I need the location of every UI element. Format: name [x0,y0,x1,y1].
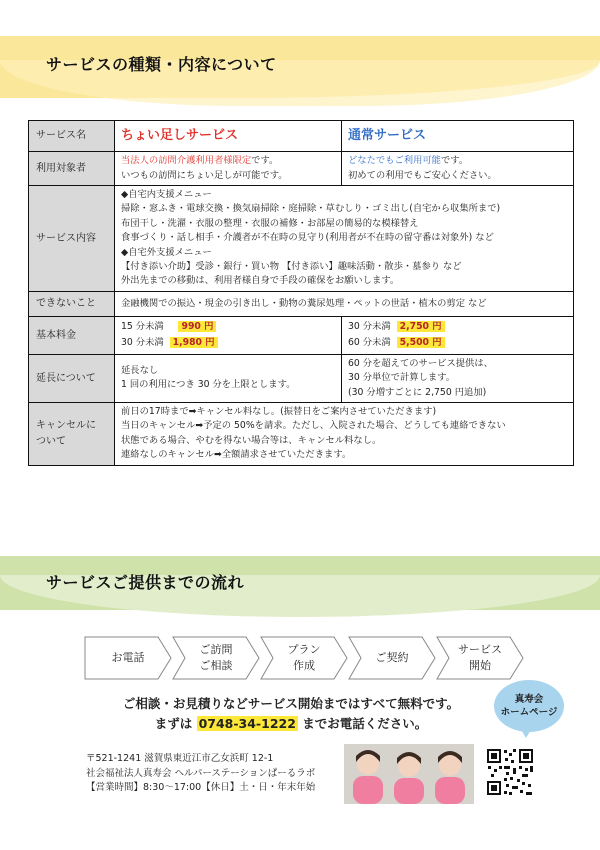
fee-line: 30 分未満 1,980 円 [121,335,335,351]
flow-step-contract: ご契約 [348,636,436,680]
cancel-policy [115,402,574,465]
table-row [29,354,574,402]
row-label-users: 利用対象者 [29,152,115,186]
section-title-services: サービスの種類・内容について [46,55,277,74]
table-row [29,152,574,186]
list-item: 外出先までの移動は、利用者様自身で手段の確保をお願いします。 [121,275,400,287]
users-choi: 当法人の訪問介護利用者様限定です。 いつもの訪問にちょい足しが可能です。 [115,152,342,186]
table-row [29,185,574,291]
table-row [29,121,574,152]
list-item: ◆自宅外支援メニュー [121,246,212,258]
service-content-list [115,185,574,291]
service-name-normal: 通常サービス [342,121,574,152]
fee-line: 30 分未満 2,750 円 [348,319,567,335]
footer-address: 〒521-1241 滋賀県東近江市乙女浜町 12-1 社会福祉法人真寿会 ヘルパーステーションぱーるラボ 【営業時間】8:30～17:00【休日】土・日・年末年始 [86,753,316,794]
staff-photo [344,744,474,804]
phone-number[interactable]: 0748-34-1222 [198,716,296,731]
section-title-flow: サービスご提供までの流れ [46,573,245,592]
row-label-fee: 基本料金 [29,317,115,355]
row-label-extension: 延長について [29,354,115,402]
flow-steps [84,636,524,680]
staff-photo-illustration [344,744,474,804]
row-label-service-name: サービス名 [29,121,115,152]
row-label-cannot: できないこと [29,291,115,316]
table-row [29,291,574,316]
list-item: 状態である場合、やむを得ない場合等は、キャンセル料なし。 [121,434,382,446]
flow-step-plan: プラン 作成 [260,636,348,680]
free-consultation-notice: ご相談・お見積りなどサービス開始まではすべて無料です。 まずは 0748-34-1222 までお電話ください。 [122,696,460,731]
list-item: 【付き添い介助】受診・銀行・買い物 【付き添い】趣味活動・散歩・墓参り など [121,260,462,272]
extension-choi: 延長なし 1 回の利用につき 30 分を上限とします。 [115,354,342,402]
list-item: 連絡なしのキャンセル➡全額請求させていただきます。 [121,449,352,461]
list-item: ◆自宅内支援メニュー [121,188,212,200]
service-name-choi: ちょい足しサービス [115,121,342,152]
homepage-bubble[interactable]: 真寿会 ホームページ [494,680,564,732]
list-item: 布団干し・洗濯・衣服の整理・衣服の補修・お部屋の簡易的な模様替え [121,217,419,229]
fee-line: 60 分未満 5,500 円 [348,335,567,351]
table-row [29,317,574,355]
fee-choi [115,317,342,355]
row-label-cancel: キャンセルに ついて [29,402,115,465]
service-table [28,120,574,466]
list-item: 掃除・窓ふき・電球交換・換気扇掃除・庭掃除・草むしり・ゴミ出し(自宅から収集所まで) [121,203,501,215]
fee-normal [342,317,574,355]
list-item: 食事づくり・話し相手・介護者が不在時の見守り(利用者が不在時の留守番は対象外) など [121,232,494,244]
list-item: 前日の17時まで➡キャンセル料なし。(振替日をご案内させていただきます) [121,405,437,417]
list-item: 当日のキャンセル➡予定の 50%を請求。ただし、入院された場合、どうしても連絡できない [121,420,506,432]
fee-line: 15 分未満 990 円 [121,319,335,335]
qr-code-icon[interactable] [486,748,534,796]
cannot-text: 金融機関での振込・現金の引き出し・動物の糞尿処理・ペットの世話・植木の剪定 など [115,291,574,316]
users-normal: どなたでもご利用可能です。 初めての利用でもご安心ください。 [342,152,574,186]
extension-normal: 60 分を超えてのサービス提供は、 30 分単位で計算します。 (30 分増すごとに 2,750 円追加) [342,354,574,402]
flow-step-start: サービス 開始 [436,636,524,680]
bubble-tail [520,728,532,738]
flow-step-visit: ご訪問 ご相談 [172,636,260,680]
row-label-content: サービス内容 [29,185,115,291]
flow-step-call: お電話 [84,636,172,680]
table-row [29,402,574,465]
